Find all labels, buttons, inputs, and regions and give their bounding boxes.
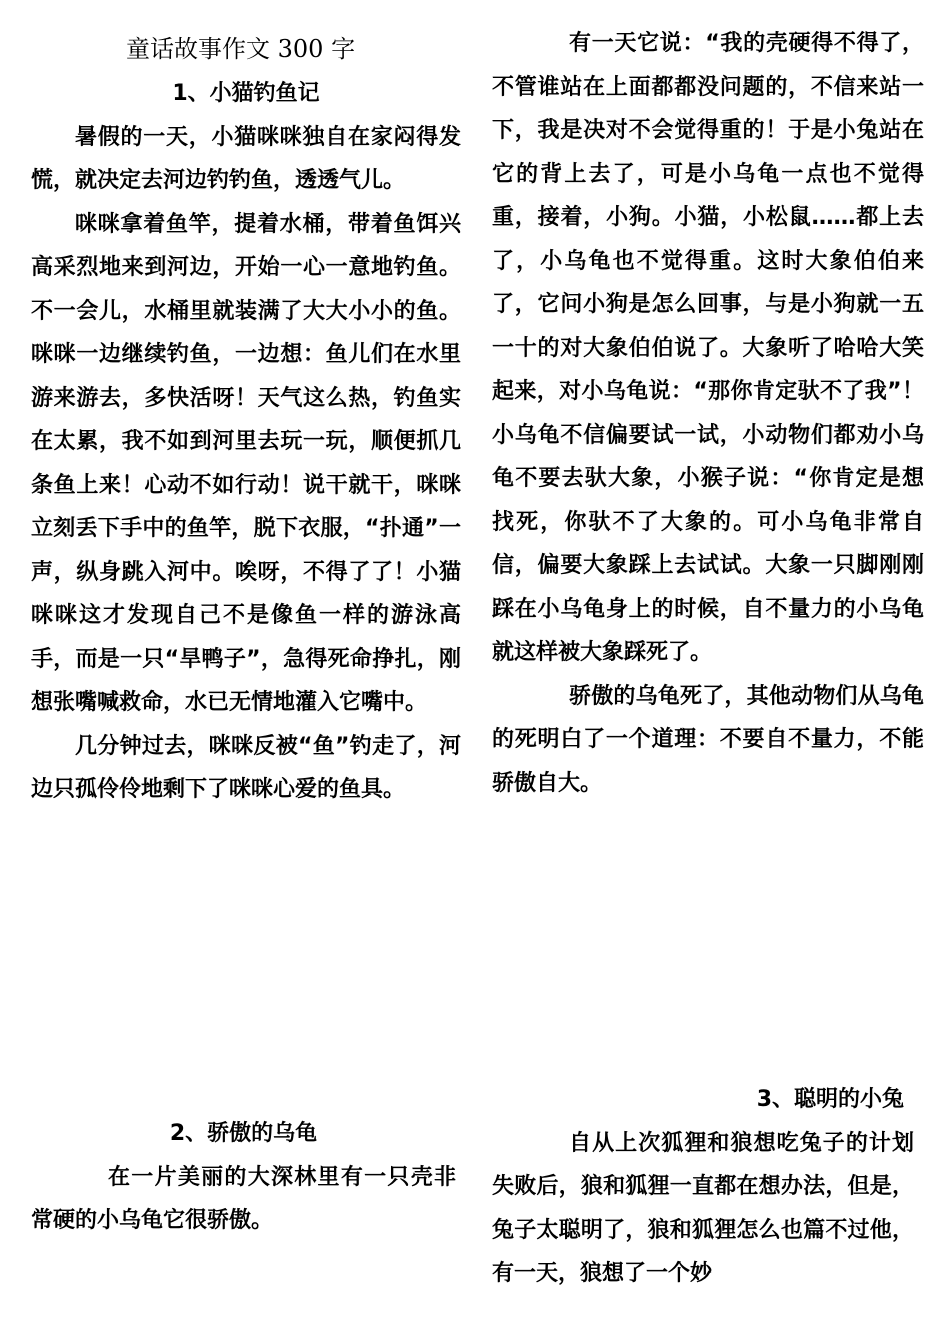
story1-paragraph-2: 咪咪拿着鱼竿，提着水桶，带着鱼饵兴高采烈地来到河边，开始一心一意地钓鱼。不一会儿，水桶里就装满了大大小小的鱼。咪咪一边继续钓鱼，一边想：鱼儿们在水里游来游去，多快活呀！天气这么热，钓鱼实在太累，我不如到河里去玩一玩，顺便抓几条鱼上来！心动不如行动！说干就干，咪咪立刻丢下手中的鱼竿，脱下衣服，“扑通”一声，纵身跳入河中。唉呀，不得了了！小猫咪咪这才发现自己不是像鱼一样的游泳高手，而是一只“旱鸭子”，急得死命挣扎，刚想张嘴喊救命，水已无情地灌入它嘴中。 [31,211,461,715]
story1-title: 1、小猫钓鱼记 [172,81,320,106]
story1-paragraph-1: 暑假的一天，小猫咪咪独自在家闷得发慌，就决定去河边钓钓鱼，透透气儿。 [31,124,461,193]
story3-paragraph: 自从上次狐狸和狼想吃兔子的计划失败后，狼和狐狸一直都在想办法，但是，兔子太聪明了，狼和狐狸怎么也篇不过他，有一天，狼想了一个妙 [492,1130,914,1286]
story1-paragraph-3: 几分钟过去，咪咪反被“鱼”钓走了，河边只孤伶伶地剩下了咪咪心爱的鱼具。 [31,733,461,802]
left-column-top [31,26,461,812]
right-column-top [492,22,924,805]
right-column-bottom [492,1078,914,1296]
story2-continuation: 有一天它说：“我的壳硬得不得了，不管谁站在上面都都没问题的，不信来站一下，我是决对不会觉得重的！于是小兔站在它的背上去了，可是小乌龟一点也不觉得重，接着，小狗。小猫，小松鼠……都上去了，小乌龟也不觉得重。这时大象伯伯来了，它问小狗是怎么回事，与是小狗就一五一十的对大象伯伯说了。大象听了哈哈大笑起来，对小乌龟说：“那你肯定驮不了我”！小乌龟不信偏要试一试，小动物们都劝小乌龟不要去驮大象，小猴子说：“你肯定是想找死，你驮不了大象的。可小乌龟非常自信，偏要大象踩上去试试。大象一只脚刚刚踩在小乌龟身上的时候，自不量力的小乌龟就这样被大象踩死了。 [492,31,924,665]
story2-title: 2、骄傲的乌龟 [169,1121,318,1146]
left-column-bottom [31,1112,456,1243]
story3-title: 3、聪明的小兔 [756,1087,904,1112]
story2-ending: 骄傲的乌龟死了，其他动物们从乌龟的死明白了一个道理：不要自不量力，不能骄傲自大。 [492,683,924,796]
story2-intro: 在一片美丽的大深林里有一只壳非常硬的小乌龟它很骄傲。 [31,1164,456,1233]
document-title: 童话故事作文 300 字 [126,35,356,63]
